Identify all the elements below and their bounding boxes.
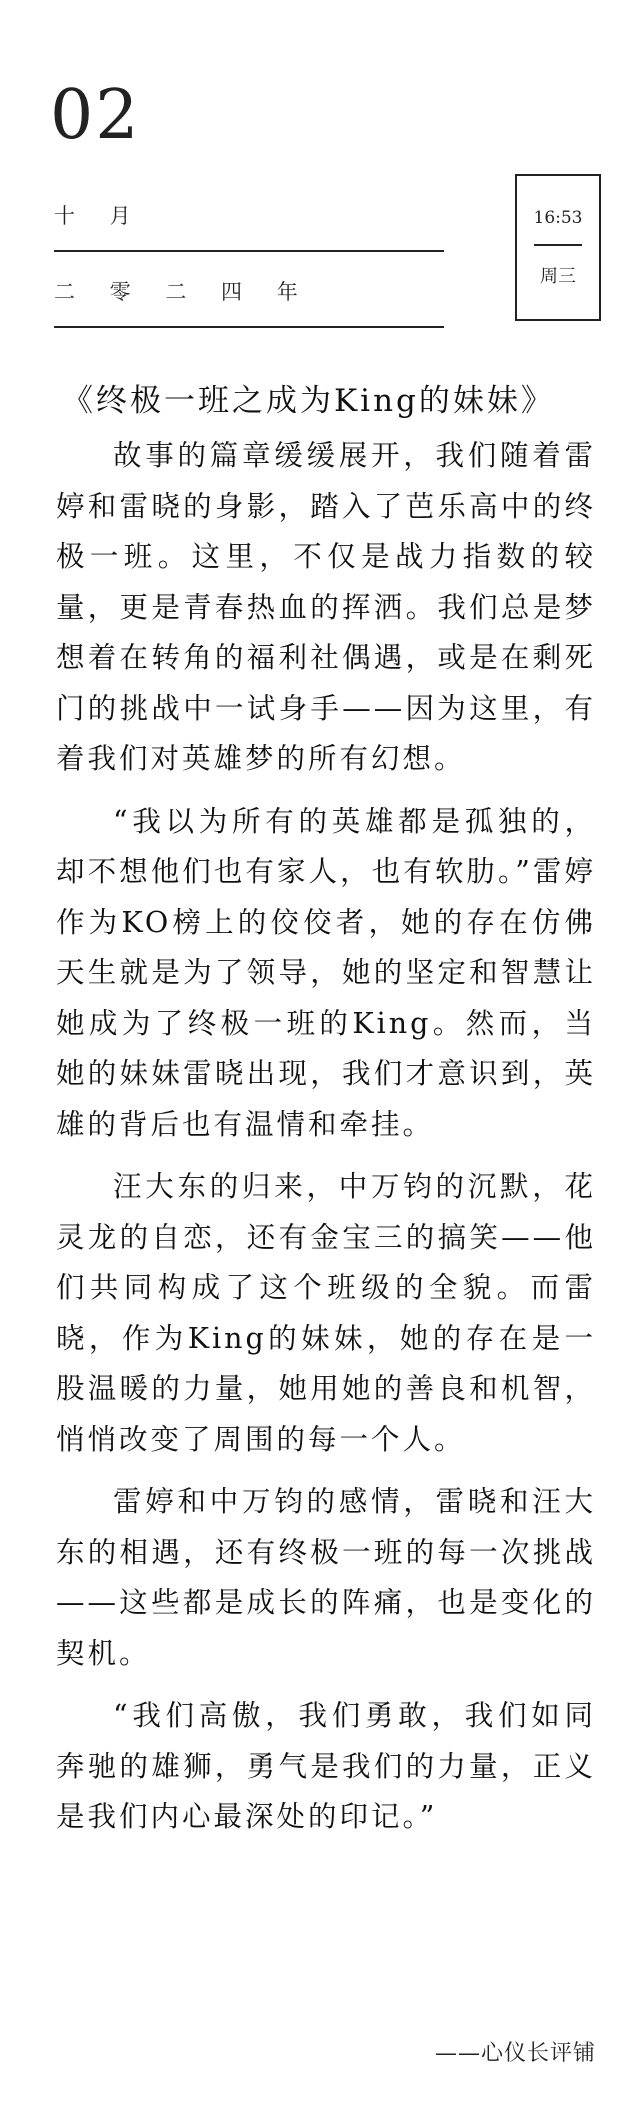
time-box <box>515 174 601 321</box>
year-label: 二 零 二 四 年 <box>54 252 444 328</box>
month-label: 十 月 <box>54 192 444 252</box>
paragraph-1: 故事的篇章缓缓展开，我们随着雷婷和雷晓的身影，踏入了芭乐高中的终极一班。这里，不仅是战力指数的较量，更是青春热血的挥洒。我们总是梦想着在转角的福利社偶遇，或是在剩死门的挑战中一试身手——因为这里，有着我们对英雄梦的所有幻想。 <box>56 439 596 776</box>
author-signature: ——心仪长评铺 <box>434 2041 596 2066</box>
paragraph-3: 汪大东的归来，中万钧的沉默，花灵龙的自恋，还有金宝三的搞笑——他们共同构成了这个班级的全貌。而雷晓，作为King的妹妹，她的存在是一股温暖的力量，她用她的善良和机智，悄悄改变了周围的每一个人。 <box>56 1170 596 1456</box>
paragraph-5: “我们高傲，我们勇敢，我们如同奔驰的雄狮，勇气是我们的力量，正义是我们内心最深处的印记。” <box>56 1699 596 1834</box>
article-body <box>56 380 596 1855</box>
time-divider <box>534 244 582 246</box>
chapter-number: 02 <box>50 76 141 155</box>
weekday-label: 周三 <box>540 265 576 287</box>
time-label: 16:53 <box>533 207 583 228</box>
paragraph-4: 雷婷和中万钧的感情，雷晓和汪大东的相遇，还有终极一班的每一次挑战——这些都是成长的阵痛，也是变化的契机。 <box>56 1485 596 1670</box>
paragraph-2: “我以为所有的英雄都是孤独的，却不想他们也有家人，也有软肋。”雷婷作为KO榜上的佼佼者，她的存在仿佛天生就是为了领导，她的坚定和智慧让她成为了终极一班的King。然而，当她的妹妹雷晓出现，我们才意识到，英雄的背后也有温情和牵挂。 <box>56 804 596 1141</box>
date-block <box>54 192 444 328</box>
article-title: 《终极一班之成为King的妹妹》 <box>62 383 555 419</box>
